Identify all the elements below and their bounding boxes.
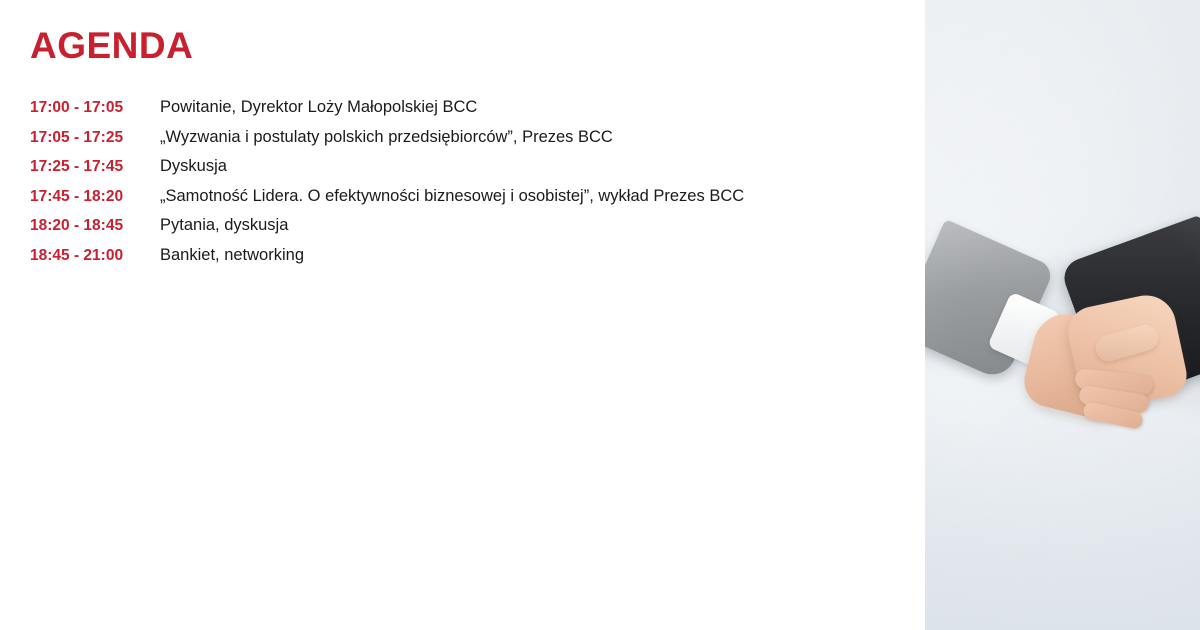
agenda-list: [30, 96, 910, 273]
list-item: [30, 96, 910, 119]
list-item: [30, 155, 910, 178]
photo-floor-gradient: [925, 420, 1200, 630]
agenda-description: Pytania, dyskusja: [160, 216, 289, 234]
agenda-time: 18:45 - 21:00: [30, 246, 124, 264]
list-item: [30, 214, 910, 237]
list-item: [30, 185, 910, 208]
agenda-description: „Samotność Lidera. O efektywności biznesowej i osobistej”, wykład Prezes BCC: [160, 186, 745, 205]
list-item: [30, 126, 910, 149]
agenda-time: 18:20 - 18:45: [30, 217, 124, 234]
agenda-description: Bankiet, networking: [160, 245, 304, 264]
agenda-time: 17:45 - 18:20: [30, 187, 124, 205]
page-title: AGENDA: [30, 25, 194, 66]
list-item: [30, 244, 910, 267]
agenda-description: Powitanie, Dyrektor Loży Małopolskiej BCC: [160, 98, 478, 116]
agenda-time: 17:05 - 17:25: [30, 128, 124, 146]
agenda-description: „Wyzwania i postulaty polskich przedsiębiorców”, Prezes BCC: [160, 127, 613, 146]
agenda-description: Dyskusja: [160, 157, 227, 175]
agenda-time: 17:00 - 17:05: [30, 99, 124, 116]
agenda-time: 17:25 - 17:45: [30, 158, 124, 175]
handshake-photo: [925, 0, 1200, 630]
